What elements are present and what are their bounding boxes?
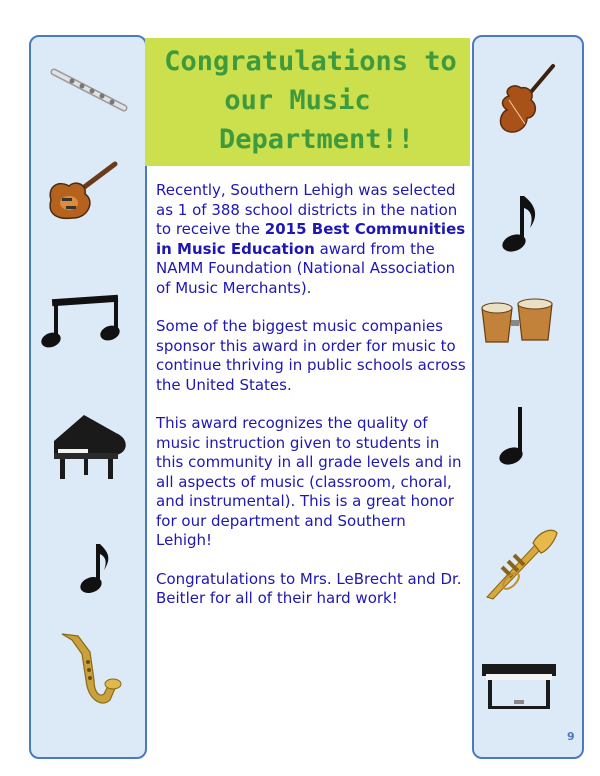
digital-piano-icon — [480, 660, 558, 712]
title-line-3: Department!! — [218, 124, 415, 155]
grand-piano-icon — [50, 413, 132, 483]
saxophone-icon — [52, 630, 126, 716]
page-number: 9 — [567, 730, 575, 743]
violin-icon — [495, 62, 557, 140]
trumpet-icon — [483, 525, 561, 601]
paragraph-sponsors: Some of the biggest music companies sponsor this award in order for music to continue thriving in public schools across the United States. — [156, 317, 466, 394]
paragraph-award-announcement — [156, 181, 466, 298]
flute-icon — [50, 66, 130, 114]
paragraph-recognition: This award recognizes the quality of music instruction given to students in this community in all grade levels and in all aspects of music (classroom, choral, and instrumental). This is a great honor for our department and Southern Lehigh! — [156, 414, 462, 549]
award-name: 2015 Best Communities in Music Education — [156, 220, 466, 258]
title-line-2: our Music — [224, 85, 371, 116]
paragraph-congratulations: Congratulations to Mrs. LeBrecht and Dr. Beitler for all of their hard work! — [156, 569, 462, 607]
article-body — [156, 181, 466, 628]
paragraph-1-intro: Recently, Southern Lehigh was selected as 1 of 388 school districts in the nation to receive the — [156, 181, 458, 238]
paragraph-1-outro: award from the NAMM Foundation (National Association of Music Merchants). — [156, 239, 456, 297]
electric-guitar-icon — [45, 160, 119, 224]
right-instrument-panel — [472, 35, 584, 759]
beamed-eighth-notes-icon — [42, 293, 126, 351]
eighth-note-icon — [78, 540, 112, 596]
eighth-note-icon — [500, 192, 540, 254]
title-line-1: Congratulations to — [164, 46, 457, 77]
title-banner — [145, 38, 470, 166]
bongo-drums-icon — [478, 296, 556, 348]
page-title — [145, 42, 470, 159]
quarter-note-icon — [498, 405, 532, 467]
